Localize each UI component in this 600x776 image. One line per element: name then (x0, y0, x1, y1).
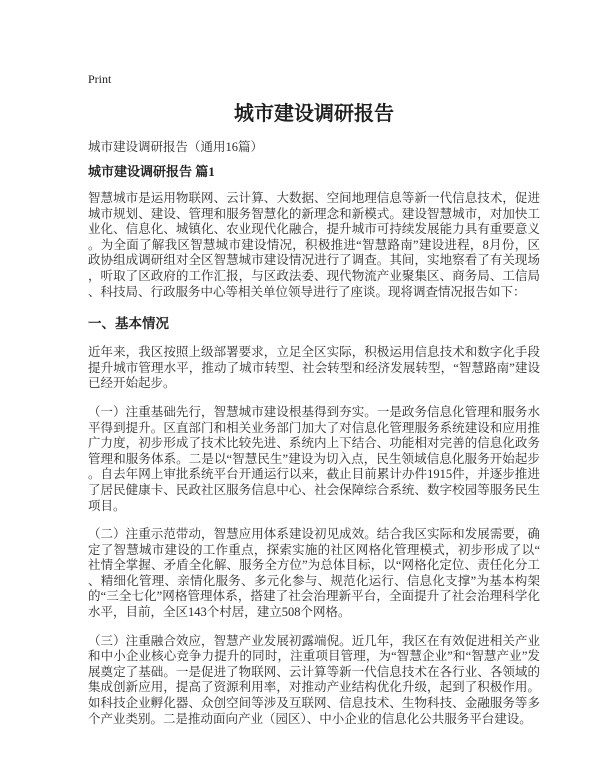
intro-paragraph: 智慧城市是运用物联网、云计算、大数据、空间地理信息等新一代信息技术，促进城市规划、建设、管理和服务智慧化的新理念和新模式。建设智慧城市，对加快工业化、信息化、城镇化、农业现代化融合，提升城市可持续发展能力具有重要意义。为全面了解我区智慧城市建设情况，积极推进“智慧路南”建设进程，8月份，区政协组成调研组对全区智慧城市建设情况进行了调查。其间，实地察看了有关现场，听取了区政府的工作汇报，与区政法委、现代物流产业聚集区、商务局、工信局、科技局、行政服务中心等相关单位领导进行了座谈。现将调查情况报告如下： (88, 191, 540, 299)
paragraph-point-1: （一）注重基础先行，智慧城市建设根基得到夯实。一是政务信息化管理和服务水平得到提升。区直部门和相关业务部门加大了对信息化管理服务系统建设和应用推广力度，初步形成了技术比较先进、系统内上下结合、功能相对完善的信息化政务管理和服务体系。二是以“智慧民生”建设为切入点，民生领域信息化服务开始起步。自去年网上审批系统平台开通运行以来，截止目前累计办件1915件，并逐步推进了居民健康卡、民政社区服务信息中心、社会保障综合系统、数字校园等服务民生项目。 (88, 404, 540, 513)
article-heading-part1: 城市建设调研报告 篇1 (88, 164, 215, 179)
paragraph-overview: 近年来，我区按照上级部署要求，立足全区实际，积极运用信息技术和数字化手段提升城市管理水平，推动了城市转型、社会转型和经济发展转型，“智慧路南”建设已经开始起步。 (88, 345, 540, 391)
document-subtitle: 城市建设调研报告（通用16篇） (88, 140, 264, 154)
print-button[interactable]: Print (88, 72, 112, 86)
page-title: 城市建设调研报告 (234, 103, 394, 125)
paragraph-point-2: （二）注重示范带动，智慧应用体系建设初见成效。结合我区实际和发展需要，确定了智慧城市建设的工作重点，探索实施的社区网格化管理模式，初步形成了以“社情全掌握、矛盾全化解、服务全方位”为总体目标，以“网格化定位、责任化分工、精细化管理、亲情化服务、多元化参与、规范化运行、信息化支撑”为基本构架的“三全七化”网格管理体系，搭建了社会治理新平台，全面提升了社会治理科学化水平，目前，全区143个村居，建立508个网格。 (88, 527, 540, 620)
section-heading-basic-situation: 一、基本情况 (88, 316, 169, 332)
paragraph-point-3: （三）注重融合效应，智慧产业发展初露端倪。近几年，我区在有效促进相关产业和中小企业核心竞争力提升的同时，注重项目管理，为“智慧企业”和“智慧产业”发展奠定了基础。一是促进了物联网、云计算等新一代信息技术在各行业、各领域的集成创新应用，提高了资源利用率，对推动产业结构优化升级，起到了积极作用。如科技企业孵化器、众创空间等涉及互联网、信息技术、生物科技、金融服务等多个产业类别。二是推动面向产业（园区）、中小企业的信息化公共服务平台建设。 (88, 633, 540, 726)
